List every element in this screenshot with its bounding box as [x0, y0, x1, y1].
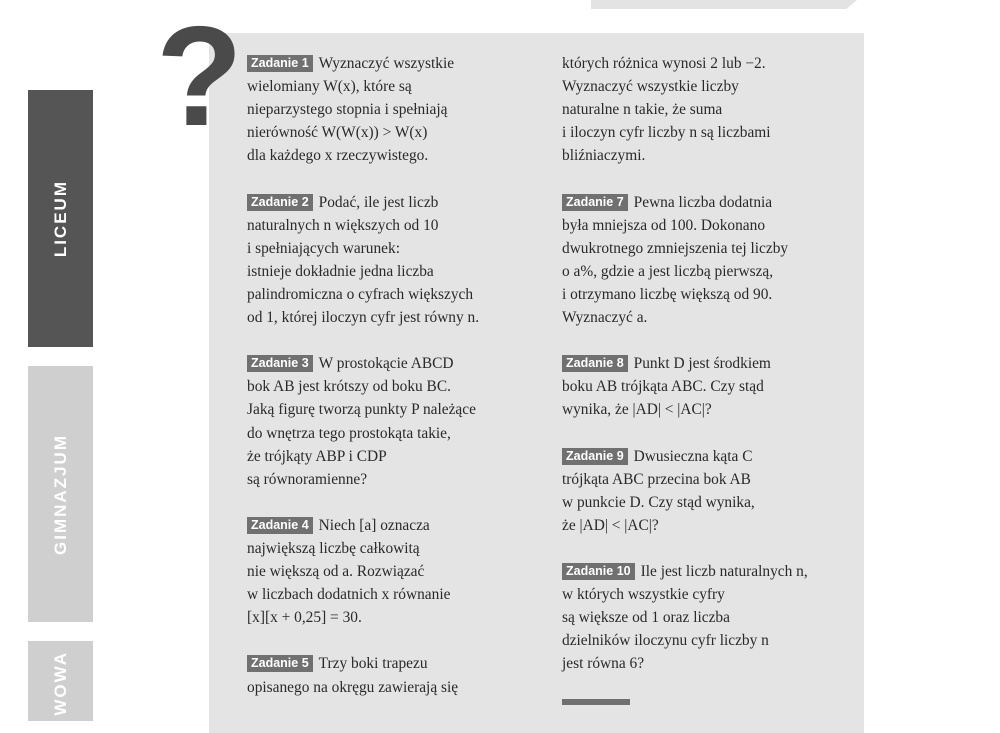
tab-third[interactable] — [28, 641, 93, 721]
right-column — [562, 52, 857, 705]
task-line: boku AB trójkąta ABC. Czy stąd — [562, 378, 764, 396]
task-line: Niech [a] oznacza — [318, 516, 430, 534]
task-line: Ile jest liczb naturalnych n, — [640, 563, 808, 581]
task-7 — [562, 191, 857, 330]
task-line: w liczbach dodatnich x równanie — [247, 586, 451, 604]
task-line: trójkąta ABC przecina bok AB — [562, 470, 751, 488]
task-line: Podać, ile jest liczb — [318, 193, 439, 211]
tab-liceum-label: LICEUM — [50, 179, 70, 258]
task-line: nieparzystego stopnia i spełniają — [247, 101, 448, 119]
task-label: Zadanie 3 — [247, 355, 313, 372]
task-line: nierówność W(W(x)) > W(x) — [247, 124, 428, 142]
task-9 — [562, 445, 857, 537]
task-label: Zadanie 5 — [247, 655, 313, 672]
tab-third-label: WOWA — [50, 651, 70, 716]
task-4 — [247, 514, 537, 629]
task-line: i iloczyn cyfr liczby n są liczbami — [562, 124, 771, 142]
task-label: Zadanie 1 — [247, 55, 313, 72]
task-line: największą liczbę całkowitą — [247, 539, 420, 557]
task-line: nie większą od a. Rozwiązać — [247, 563, 425, 581]
task-line: od 1, której iloczyn cyfr jest równy n. — [247, 309, 480, 327]
task-line: dla każdego x rzeczywistego. — [247, 147, 429, 165]
task-line: dzielników iloczynu cyfr liczby n — [562, 632, 769, 650]
task-line: że trójkąty ABP i CDP — [247, 447, 387, 465]
task-line: Jaką figurę tworzą punkty P należące — [247, 401, 476, 419]
task-line: Dwusieczna kąta C — [633, 447, 753, 465]
task-line: W prostokącie ABCD — [318, 355, 454, 373]
task-line: Trzy boki trapezu — [318, 655, 428, 673]
task-10 — [562, 560, 857, 675]
task-line: istnieje dokładnie jedna liczba — [247, 262, 434, 280]
next-task-badge — [562, 699, 630, 705]
task-line: i spełniających warunek: — [247, 239, 400, 257]
task-6-continued — [562, 52, 857, 167]
task-line: są równoramienne? — [247, 470, 368, 488]
task-line: Wyznaczyć a. — [562, 309, 648, 327]
task-line: bok AB jest krótszy od boku BC. — [247, 378, 451, 396]
task-line: w których wszystkie cyfry — [562, 586, 725, 604]
tab-gimnazjum-label: GIMNAZJUM — [50, 433, 70, 555]
task-line: o a%, gdzie a jest liczbą pierwszą, — [562, 262, 774, 280]
task-label: Zadanie 8 — [562, 355, 628, 372]
top-decorative-bar — [591, 0, 857, 9]
tab-liceum[interactable] — [28, 90, 93, 347]
task-line: Wyznaczyć wszystkie — [318, 55, 455, 72]
task-line: była mniejsza od 100. Dokonano — [562, 216, 766, 234]
task-2 — [247, 191, 537, 330]
task-line: w punkcie D. Czy stąd wynika, — [562, 493, 755, 511]
task-line: opisanego na okręgu zawierają się — [247, 678, 459, 696]
task-label: Zadanie 9 — [562, 448, 628, 465]
task-line: jest równa 6? — [562, 655, 645, 673]
task-label: Zadanie 4 — [247, 517, 313, 534]
task-line: dwukrotnego zmniejszenia tej liczby — [562, 239, 789, 257]
left-column — [247, 52, 537, 722]
task-3 — [247, 352, 537, 491]
task-line: naturalne n takie, że suma — [562, 101, 723, 119]
task-line: że |AD| < |AC|? — [562, 516, 659, 534]
tab-gimnazjum[interactable] — [28, 366, 93, 622]
task-5 — [247, 652, 537, 698]
task-line: Pewna liczba dodatnia — [633, 193, 773, 211]
task-line: wielomiany W(x), które są — [247, 78, 412, 96]
task-line: Punkt D jest środkiem — [633, 355, 771, 373]
task-line: naturalnych n większych od 10 — [247, 216, 439, 234]
task-line: których różnica wynosi 2 lub −2. — [562, 55, 766, 72]
task-label: Zadanie 2 — [247, 194, 313, 211]
task-line: do wnętrza tego prostokąta takie, — [247, 424, 451, 442]
task-line: palindromiczna o cyfrach większych — [247, 285, 474, 303]
task-1 — [247, 52, 537, 167]
task-line: wynika, że |AD| < |AC|? — [562, 401, 712, 419]
task-line: i otrzymano liczbę większą od 90. — [562, 285, 773, 303]
task-line: są większe od 1 oraz liczba — [562, 609, 730, 627]
task-label: Zadanie 10 — [562, 563, 635, 580]
task-8 — [562, 352, 857, 421]
task-label: Zadanie 7 — [562, 194, 628, 211]
task-line: bliźniaczymi. — [562, 147, 646, 165]
task-line: [x][x + 0,25] = 30. — [247, 609, 362, 627]
question-mark-icon: ? — [156, 0, 243, 156]
task-line: Wyznaczyć wszystkie liczby — [562, 78, 739, 96]
